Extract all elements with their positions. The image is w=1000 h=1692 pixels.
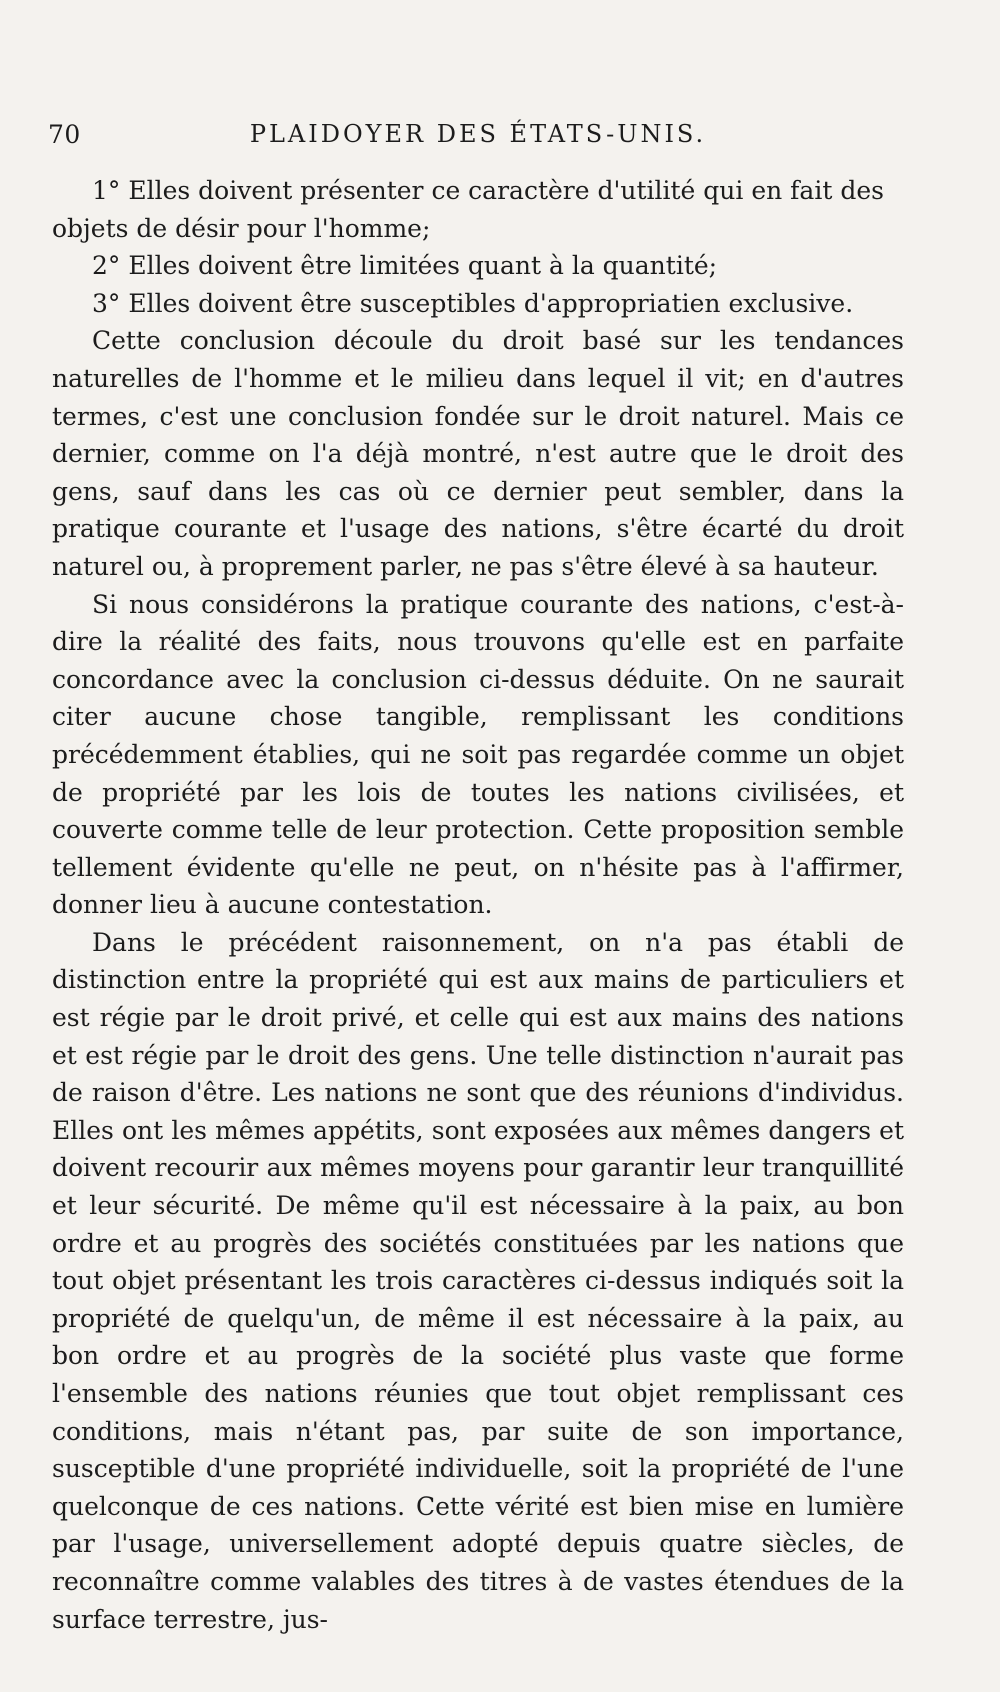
running-title: PLAIDOYER DES ÉTATS-UNIS. [249,120,707,148]
list-item-1: 1° Elles doivent présenter ce caractère d'utilité qui en fait des objets de désir pour l'homme; [52,176,884,243]
list-item-3: 3° Elles doivent être susceptibles d'appropriatien exclusive. [92,288,854,318]
list-item-2: 2° Elles doivent être limitées quant à la quantité; [92,251,718,281]
paragraph-distinction: Dans le précédent raisonnement, on n'a pas établi de distinction entre la propriété qui est aux mains de particuliers et est régie par le droit privé, et celle qui est aux mains des nations et est régie par le droit des gens. Une telle distinction n'aurait pas de raison d'être. Les nations ne sont que des réunions d'individus. Elles ont les mêmes appétits, sont exposées aux mêmes dangers et doivent recourir aux mêmes moyens pour garantir leur tranquillité et leur sécurité. De même qu'il est nécessaire à la paix, au bon ordre et au progrès des sociétés constituées par les nations que tout objet présentant les trois caractères ci-dessus indiqués soit la propriété de quelqu'un, de même il est nécessaire à la paix, au bon ordre et au progrès de la société plus vaste que forme l'ensemble des nations réunies que tout objet remplissant ces conditions, mais n'étant pas, par suite de son importance, susceptible d'une propriété individuelle, soit la propriété de l'une quelconque de ces nations. Cette vérité est bien mise en lumière par l'usage, universellement adopté depuis quatre siècles, de reconnaître comme valables des titres à de vastes étendues de la surface terrestre, jus- [52,927,904,1634]
body-text [52,172,904,1638]
page-number: 70 [48,120,81,149]
page-header [48,120,908,160]
paragraph-conclusion: Cette conclusion découle du droit basé sur les tendances naturelles de l'homme et le milieu dans lequel il vit; en d'autres termes, c'est une conclusion fondée sur le droit naturel. Mais ce dernier, comme on l'a déjà montré, n'est autre que le droit des gens, sauf dans les cas où ce dernier peut sembler, dans la pratique courante et l'usage des nations, s'être écarté du droit naturel ou, à proprement parler, ne pas s'être élevé à sa hauteur. [52,326,904,581]
paragraph-practice: Si nous considérons la pratique courante des nations, c'est-à-dire la réalité des faits, nous trouvons qu'elle est en parfaite concordance avec la conclusion ci-dessus déduite. On ne saurait citer aucune chose tangible, remplissant les conditions précédemment établies, qui ne soit pas regardée comme un objet de propriété par les lois de toutes les nations civilisées, et couverte comme telle de leur protection. Cette proposition semble tellement évidente qu'elle ne peut, on n'hésite pas à l'affirmer, donner lieu à aucune contestation. [52,589,904,920]
